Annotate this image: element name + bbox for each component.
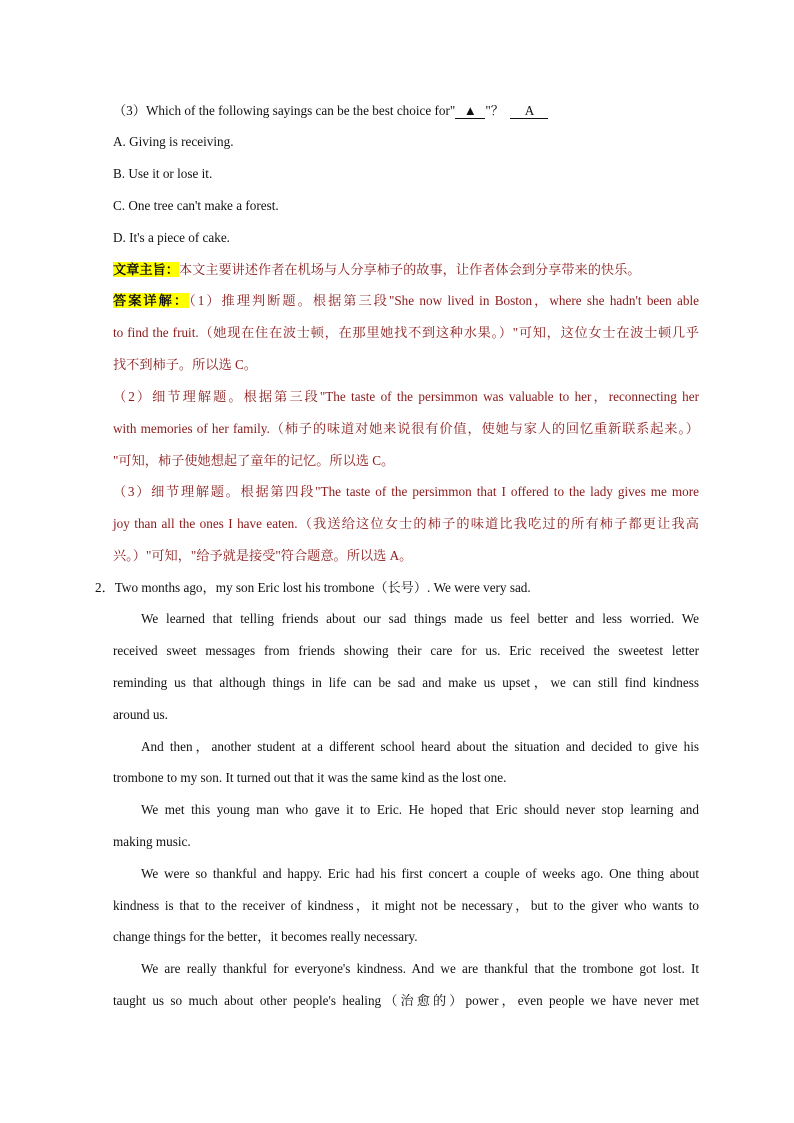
passage-line: trombone to my son. It turned out that it was the same kind as the lost one.	[113, 770, 507, 785]
analysis-line: 找不到柿子。所以选 C。	[113, 357, 257, 372]
passage-line: received sweet messages from friends showing their care for us. Eric received the sweetest letter	[113, 643, 699, 658]
passage-line: making music.	[113, 834, 191, 849]
passage-2-first-line	[95, 579, 699, 597]
question-number: 2．	[95, 580, 115, 595]
analysis-label: 答案详解：	[113, 293, 190, 308]
option-c: C. One tree can't make a forest.	[113, 198, 279, 213]
question-3-stem	[113, 102, 699, 120]
analysis-line: 答案详解：（1）推理判断题。根据第三段"She now lived in Boston，where she hadn't been able	[113, 293, 699, 308]
analysis-line: to find the fruit.（她现在住在波士顿，在那里她找不到这种水果。）"可知，这位女士在波士顿几乎	[113, 325, 699, 340]
article-summary	[113, 261, 699, 279]
passage-line: taught us so much about other people's healing（治愈的）power，even people we have never met	[113, 993, 699, 1008]
question-3-answer: A	[510, 103, 548, 119]
passage-line: We met this young man who gave it to Eric. He hoped that Eric should never stop learning and	[141, 802, 699, 817]
summary-label: 文章主旨：	[113, 262, 179, 277]
passage-line: And then，another student at a different school heard about the situation and decided to give his	[141, 739, 699, 754]
analysis-line: （2）细节理解题。根据第三段"The taste of the persimmon was valuable to her，reconnecting her	[113, 389, 699, 404]
analysis-line: joy than all the ones I have eaten.（我送给这位女士的柿子的味道比我吃过的所有柿子都更让我高	[113, 516, 699, 531]
option-a: A. Giving is receiving.	[113, 134, 234, 149]
passage-2-intro: Two months ago，my son Eric lost his trombone（长号）. We were very sad.	[114, 580, 531, 595]
passage-line: We learned that telling friends about our sad things made us feel better and less worried. We	[141, 611, 699, 626]
passage-line: reminding us that although things in life can be sad and make us upset，we can still find kindness	[113, 675, 699, 690]
passage-line: around us.	[113, 707, 168, 722]
analysis-line: with memories of her family.（柿子的味道对她来说很有价值，使她与家人的回忆重新联系起来。）	[113, 421, 699, 436]
passage-line: We were so thankful and happy. Eric had his first concert a couple of weeks ago. One thing about	[141, 866, 699, 881]
question-3-prefix: （3）Which of the following sayings can be the best choice for"	[113, 103, 456, 118]
summary-text: 本文主要讲述作者在机场与人分享柿子的故事，让作者体会到分享带来的快乐。	[178, 262, 641, 277]
passage-line: change things for the better，it becomes really necessary.	[113, 929, 418, 944]
analysis-line: "可知，柿子使她想起了童年的记忆。所以选 C。	[113, 453, 395, 468]
analysis-line: （3）细节理解题。根据第四段"The taste of the persimmon that I offered to the lady gives me more	[113, 484, 699, 499]
option-b: B. Use it or lose it.	[113, 166, 213, 181]
passage-line: kindness is that to the receiver of kindness，it might not be necessary，but to the giver who wants to	[113, 898, 699, 913]
option-d: D. It's a piece of cake.	[113, 230, 230, 245]
blank-marker: ▲	[455, 103, 485, 119]
question-3-suffix: "？	[485, 103, 504, 118]
analysis-line: 兴。）"可知，"给予就是接受"符合题意。所以选 A。	[113, 548, 413, 563]
passage-line: We are really thankful for everyone's kindness. And we are thankful that the trombone got lost. It	[141, 961, 699, 976]
